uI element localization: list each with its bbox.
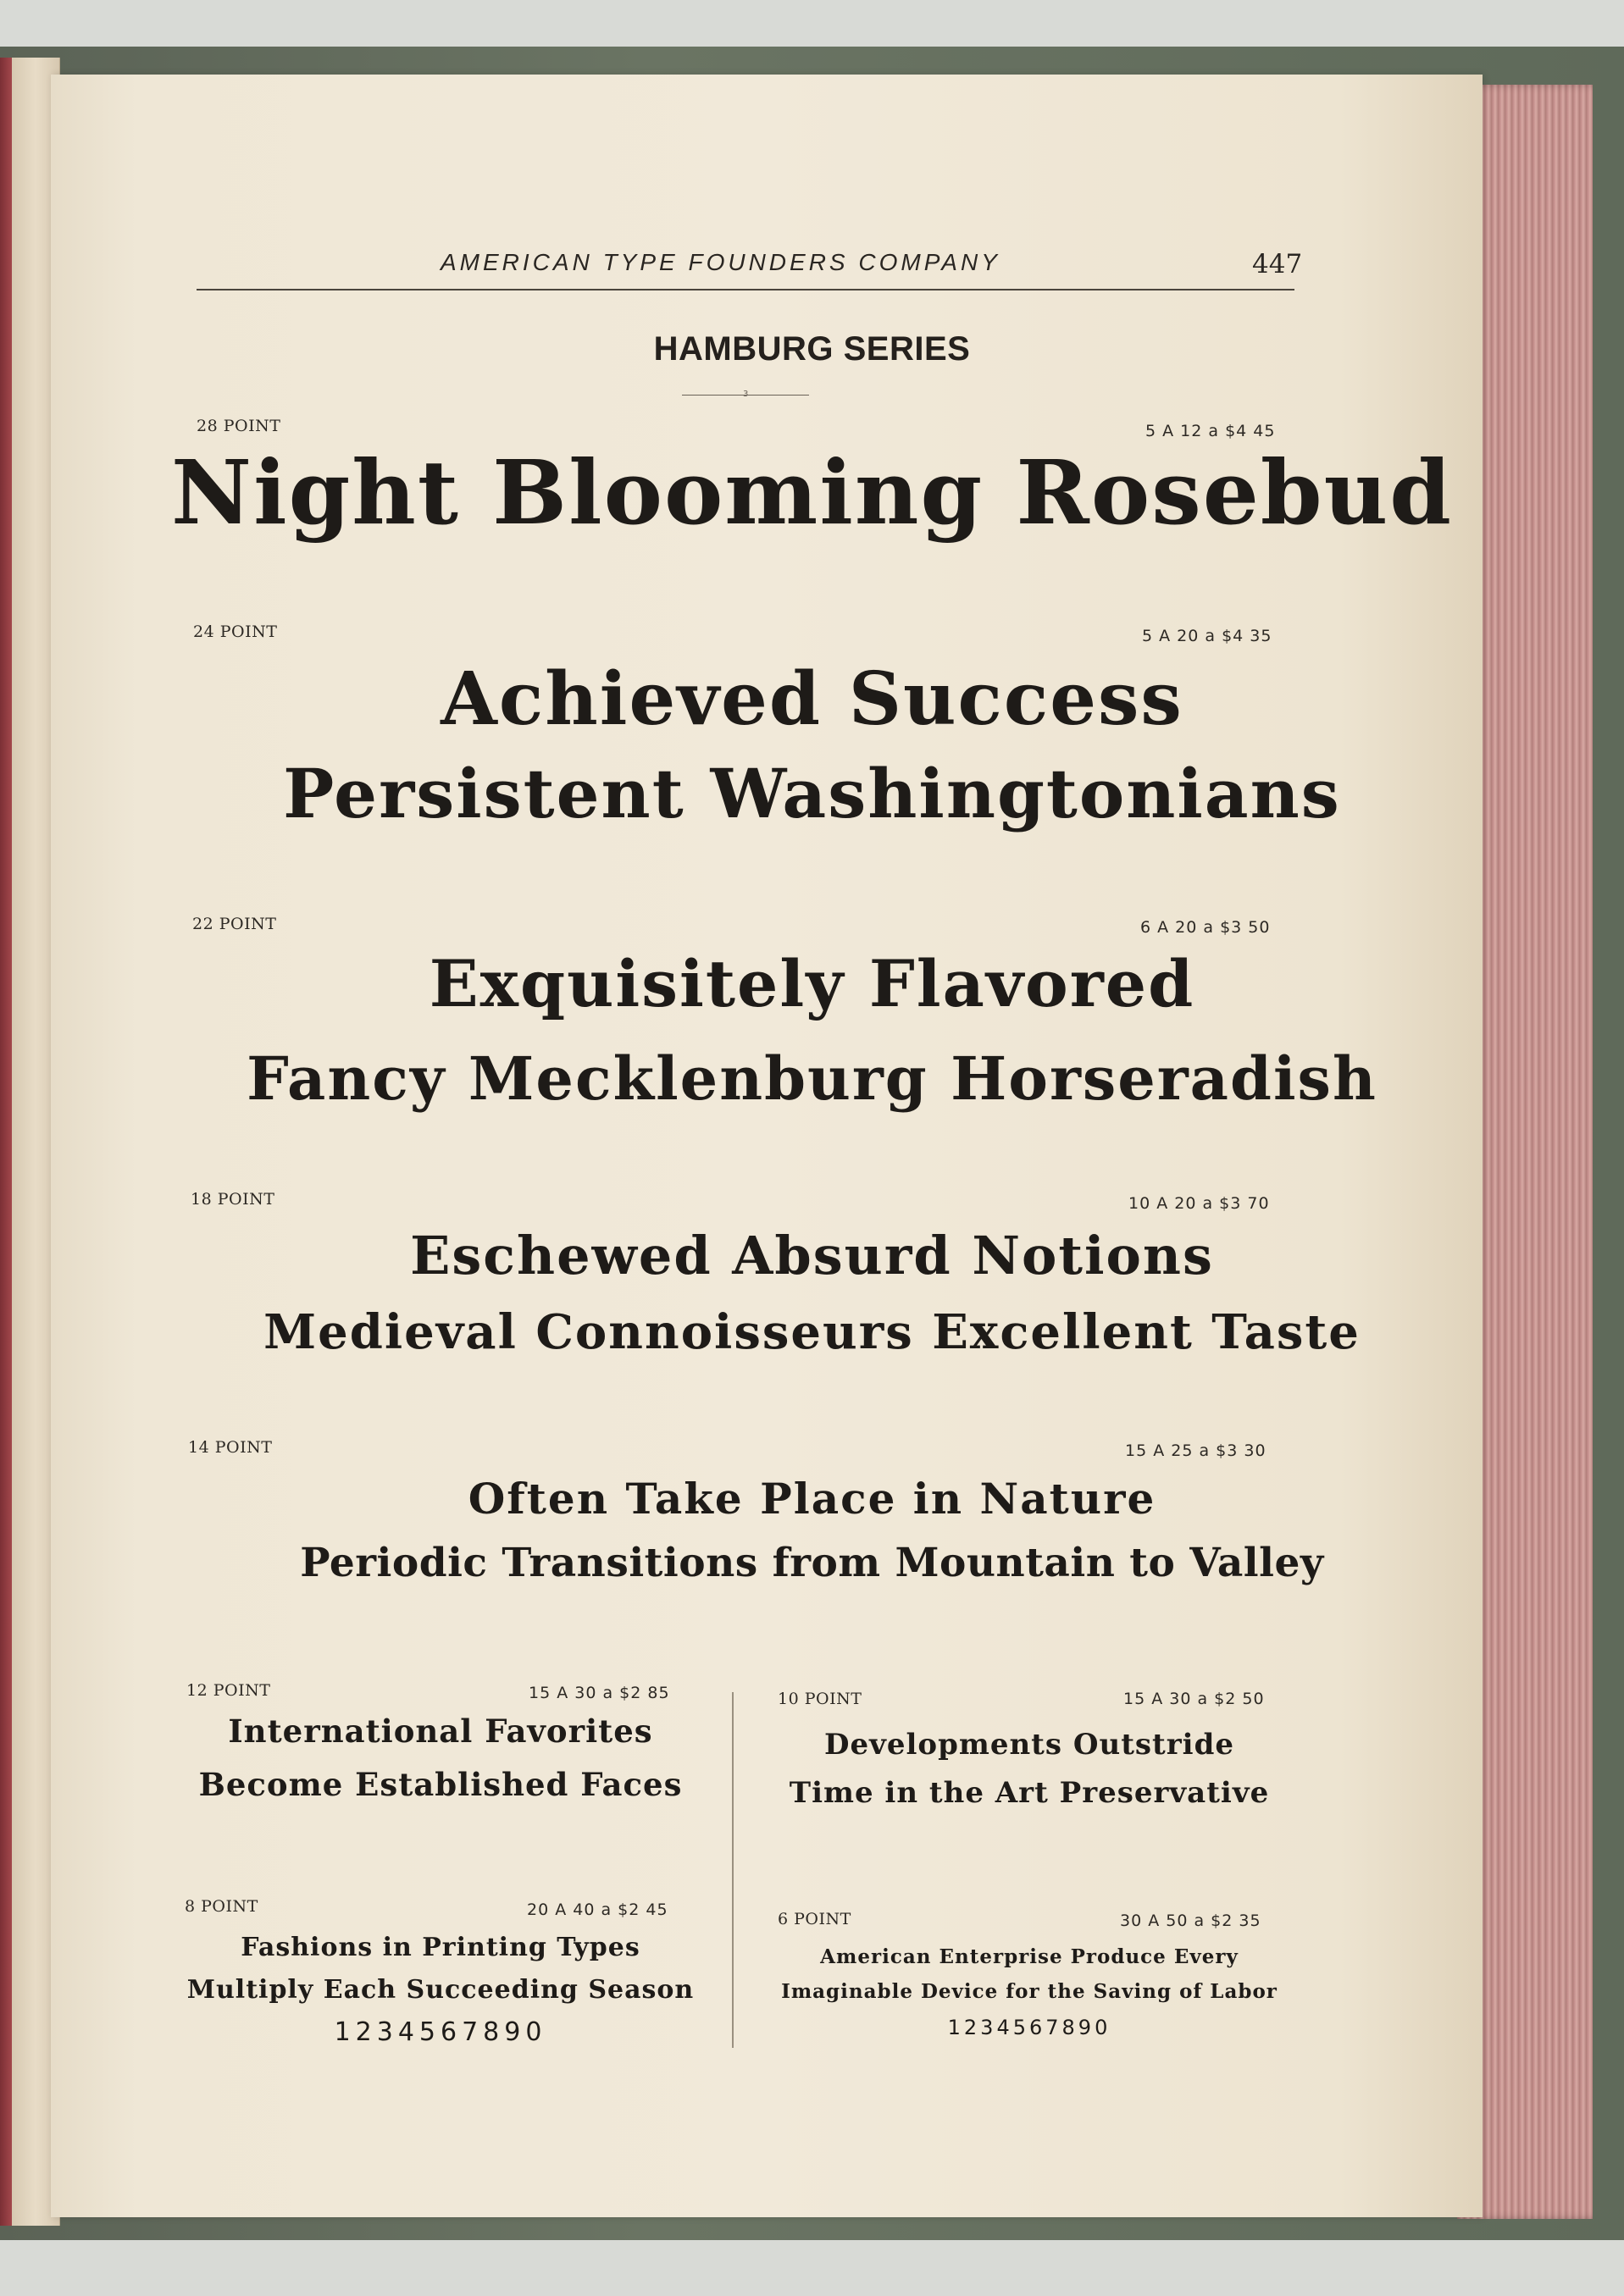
price-label: 30 A 50 a $2 35	[1120, 1911, 1261, 1930]
size-label: 14 POINT	[188, 1438, 273, 1457]
header-rule	[197, 289, 1294, 290]
size-label: 24 POINT	[193, 622, 278, 641]
price-label: 20 A 40 a $2 45	[527, 1900, 668, 1919]
size-label: 18 POINT	[191, 1190, 275, 1209]
price-label: 15 A 30 a $2 50	[1123, 1690, 1265, 1708]
specimen-line: Imaginable Device for the Saving of Labor	[781, 1980, 1278, 2003]
size-label: 22 POINT	[192, 915, 277, 933]
specimen-line: Fancy Mecklenburg Horseradish	[247, 1043, 1377, 1114]
size-label: 12 POINT	[186, 1681, 271, 1700]
size-label: 10 POINT	[778, 1690, 862, 1708]
specimen-line: American Enterprise Produce Every	[820, 1945, 1239, 1968]
specimen-line: Multiply Each Succeeding Season	[186, 1975, 695, 2005]
series-title: HAMBURG SERIES	[653, 330, 971, 368]
specimen-line: Periodic Transitions from Mountain to Valley	[300, 1540, 1324, 1586]
ornament-mark: 3	[743, 390, 749, 399]
specimen-line: Often Take Place in Nature	[468, 1474, 1156, 1524]
page-number: 447	[1252, 249, 1303, 279]
price-label: 15 A 25 a $3 30	[1125, 1441, 1266, 1460]
specimen-line: Medieval Connoisseurs Excellent Taste	[263, 1304, 1361, 1360]
specimen-line: Achieved Success	[441, 656, 1183, 742]
specimen-line: Fashions in Printing Types	[241, 1933, 640, 1962]
size-label: 6 POINT	[778, 1910, 851, 1928]
running-title: AMERICAN TYPE FOUNDERS COMPANY	[441, 249, 1000, 275]
price-label: 5 A 20 a $4 35	[1142, 627, 1272, 645]
price-label: 6 A 20 a $3 50	[1140, 918, 1271, 937]
size-label: 8 POINT	[185, 1897, 258, 1916]
specimen-line: Night Blooming Rosebud	[171, 440, 1453, 545]
price-label: 5 A 12 a $4 45	[1145, 422, 1276, 440]
specimen-numerals: 1234567890	[334, 2017, 547, 2047]
specimen-line: Developments Outstride	[823, 1728, 1234, 1762]
specimen-line: Eschewed Absurd Notions	[410, 1225, 1214, 1286]
size-label: 28 POINT	[197, 417, 281, 435]
specimen-line: Persistent Washingtonians	[283, 754, 1341, 833]
specimen-line: Exquisitely Flavored	[429, 946, 1195, 1021]
page	[51, 75, 1483, 2217]
specimen-line: Become Established Faces	[198, 1766, 683, 1803]
specimen-numerals: 1234567890	[947, 2016, 1111, 2039]
price-label: 10 A 20 a $3 70	[1128, 1194, 1270, 1213]
column-divider	[732, 1692, 734, 2048]
left-cover-spine	[0, 58, 12, 2226]
specimen-line: International Favorites	[228, 1712, 653, 1750]
price-label: 15 A 30 a $2 85	[529, 1684, 670, 1702]
specimen-line: Time in the Art Preservative	[789, 1776, 1270, 1810]
